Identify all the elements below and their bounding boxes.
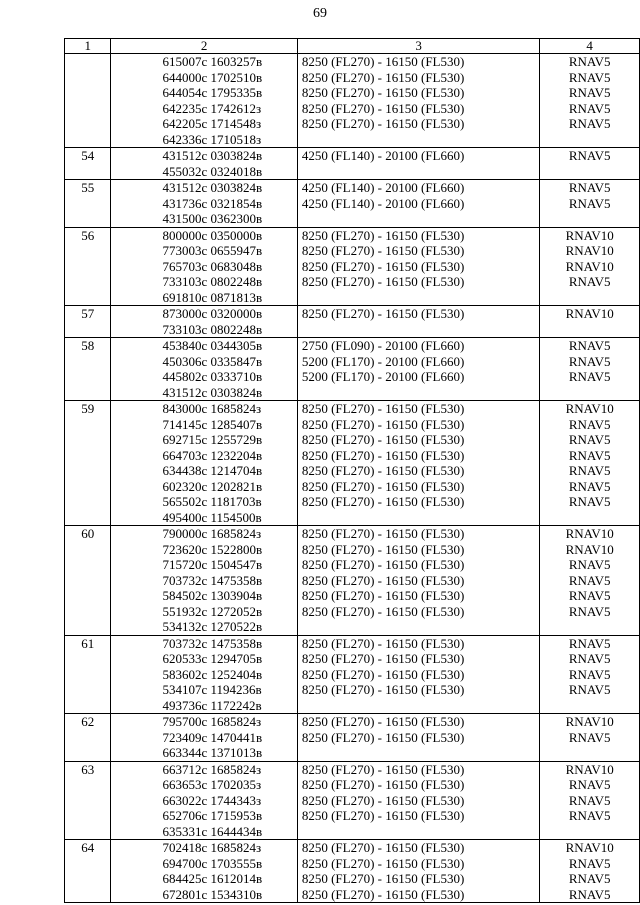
navigation-spec: RNAV10 [565, 227, 614, 243]
point-coordinates: 602320с 1202821в [162, 478, 263, 494]
flight-level-range: 8250 (FL270) - 16150 (FL530) [301, 274, 465, 289]
navigation-spec: RNAV5 [568, 353, 611, 369]
navigation-spec: RNAV10 [565, 761, 614, 777]
flight-level-range: 8250 (FL270) - 16150 (FL530) [301, 494, 465, 509]
levels-cell [297, 338, 539, 401]
flight-level-range: 8250 (FL270) - 16150 (FL530) [301, 855, 465, 871]
route-table [64, 38, 640, 903]
flight-level-range: 8250 (FL270) - 16150 (FL530) [301, 666, 465, 682]
route-number [65, 54, 110, 70]
flight-level-range: 4250 (FL140) - 20100 (FL660) [301, 148, 465, 163]
header-col-3: 3 [297, 39, 539, 54]
point-coordinates: 453840с 0344305в [162, 338, 263, 353]
spec-cell [540, 148, 640, 180]
point-coordinates: 431736с 0321854в [162, 195, 263, 211]
point-coordinates: 703732с 1475358в [162, 572, 263, 588]
table-row [65, 180, 640, 228]
navigation-spec: RNAV5 [568, 635, 611, 651]
flight-level-range: 8250 (FL270) - 16150 (FL530) [301, 557, 465, 572]
navigation-spec: RNAV5 [568, 651, 611, 666]
point-coordinates: 843000с 1685824з [162, 401, 262, 416]
point-coordinates: 634438с 1214704в [162, 463, 263, 478]
points-cell [111, 840, 297, 903]
point-coordinates: 551932с 1272052в [162, 603, 263, 619]
navigation-spec: RNAV10 [565, 714, 614, 729]
point-coordinates: 765703с 0683048в [162, 258, 263, 274]
levels-cell [297, 227, 539, 306]
table-row [65, 714, 640, 762]
point-coordinates: 733103с 0802248в [162, 321, 263, 337]
flight-level-range: 8250 (FL270) - 16150 (FL530) [301, 227, 465, 243]
levels-cell [297, 714, 539, 762]
navigation-spec: RNAV5 [568, 792, 611, 808]
points-cell [111, 635, 297, 714]
point-coordinates: 445802с 0333710в [162, 369, 263, 384]
points-cell [111, 338, 297, 401]
spec-cell [540, 338, 640, 401]
table-row [65, 526, 640, 636]
point-coordinates: 652706с 1715953в [162, 808, 263, 823]
navigation-spec: RNAV10 [565, 541, 614, 557]
navigation-spec: RNAV5 [568, 416, 611, 432]
flight-level-range: 8250 (FL270) - 16150 (FL530) [301, 792, 465, 808]
flight-level-range: 5200 (FL170) - 20100 (FL660) [301, 353, 465, 369]
point-coordinates: 642235с 1742612з [162, 100, 262, 116]
route-number-cell [65, 180, 111, 228]
flight-level-range: 8250 (FL270) - 16150 (FL530) [301, 729, 465, 745]
navigation-spec: RNAV5 [568, 69, 611, 85]
levels-cell [297, 526, 539, 636]
points-cell [111, 306, 297, 338]
levels-cell [297, 401, 539, 526]
point-coordinates: 583602с 1252404в [162, 666, 263, 682]
point-coordinates: 565502с 1181703в [162, 494, 262, 509]
spec-cell [540, 227, 640, 306]
route-number: 59 [81, 401, 95, 416]
flight-level-range: 8250 (FL270) - 16150 (FL530) [301, 243, 465, 258]
flight-level-range: 4250 (FL140) - 20100 (FL660) [301, 180, 465, 195]
point-coordinates: 534107с 1194236в [162, 682, 262, 697]
navigation-spec: RNAV5 [568, 855, 611, 871]
spec-cell [540, 714, 640, 762]
route-number-cell [65, 227, 111, 306]
navigation-spec: RNAV5 [568, 808, 611, 823]
flight-level-range: 8250 (FL270) - 16150 (FL530) [301, 808, 465, 823]
navigation-spec: RNAV5 [568, 54, 611, 69]
points-cell [111, 761, 297, 840]
point-coordinates: 715720с 1504547в [162, 557, 263, 572]
navigation-spec: RNAV10 [565, 243, 614, 258]
navigation-spec: RNAV5 [568, 729, 611, 745]
flight-level-range: 8250 (FL270) - 16150 (FL530) [301, 54, 465, 69]
spec-cell [540, 306, 640, 338]
point-coordinates: 773003с 0655947в [162, 243, 263, 258]
flight-level-range: 8250 (FL270) - 16150 (FL530) [301, 447, 465, 463]
route-number-cell [65, 840, 111, 903]
table-row [65, 635, 640, 714]
flight-level-range: 8250 (FL270) - 16150 (FL530) [301, 635, 465, 651]
navigation-spec: RNAV5 [568, 588, 611, 603]
points-cell [111, 148, 297, 180]
navigation-spec: RNAV10 [565, 840, 614, 855]
spec-cell [540, 180, 640, 228]
route-number-cell [65, 54, 111, 148]
levels-cell [297, 180, 539, 228]
point-coordinates: 644054с 1795335в [162, 85, 263, 100]
point-coordinates: 431500с 0362300в [162, 211, 263, 226]
spec-cell [540, 526, 640, 636]
point-coordinates: 684425с 1612014в [162, 871, 263, 886]
navigation-spec: RNAV5 [568, 432, 611, 447]
navigation-spec: RNAV5 [568, 274, 611, 289]
flight-level-range: 8250 (FL270) - 16150 (FL530) [301, 85, 465, 100]
table-row [65, 761, 640, 840]
flight-level-range: 8250 (FL270) - 16150 (FL530) [301, 651, 465, 666]
levels-cell [297, 148, 539, 180]
flight-level-range: 8250 (FL270) - 16150 (FL530) [301, 526, 465, 541]
flight-level-range: 8250 (FL270) - 16150 (FL530) [301, 306, 465, 321]
point-coordinates: 873000с 0320000в [162, 306, 263, 321]
route-number: 61 [81, 635, 95, 651]
navigation-spec: RNAV5 [568, 100, 611, 116]
flight-level-range: 8250 (FL270) - 16150 (FL530) [301, 463, 465, 478]
route-number: 62 [81, 714, 95, 729]
point-coordinates: 694700с 1703555в [162, 855, 263, 871]
point-coordinates: 663022с 1744343з [162, 792, 262, 808]
point-coordinates: 450306с 0335847в [162, 353, 263, 369]
flight-level-range: 8250 (FL270) - 16150 (FL530) [301, 541, 465, 557]
flight-level-range: 5200 (FL170) - 20100 (FL660) [301, 369, 465, 384]
flight-level-range: 8250 (FL270) - 16150 (FL530) [301, 401, 465, 416]
spec-cell [540, 761, 640, 840]
table-row [65, 401, 640, 526]
flight-level-range: 8250 (FL270) - 16150 (FL530) [301, 886, 465, 902]
points-cell [111, 227, 297, 306]
table-row [65, 54, 640, 148]
flight-level-range: 4250 (FL140) - 20100 (FL660) [301, 195, 465, 211]
spec-cell [540, 401, 640, 526]
point-coordinates: 635331с 1644434в [162, 823, 263, 839]
route-number-cell [65, 338, 111, 401]
route-number-cell [65, 401, 111, 526]
page-number: 69 [313, 6, 327, 21]
point-coordinates: 620533с 1294705в [162, 651, 263, 666]
route-number: 54 [81, 148, 95, 163]
point-coordinates: 455032с 0324018в [162, 163, 263, 179]
point-coordinates: 663653с 1702035з [162, 777, 262, 792]
point-coordinates: 493736с 1172242в [162, 697, 262, 713]
navigation-spec: RNAV5 [568, 195, 611, 211]
points-cell [111, 526, 297, 636]
point-coordinates: 431512с 0303824в [162, 384, 263, 400]
flight-level-range: 8250 (FL270) - 16150 (FL530) [301, 478, 465, 494]
navigation-spec: RNAV5 [568, 447, 611, 463]
table-row [65, 338, 640, 401]
flight-level-range: 8250 (FL270) - 16150 (FL530) [301, 588, 465, 603]
header-col-2: 2 [111, 39, 297, 54]
table-row [65, 148, 640, 180]
flight-level-range: 8250 (FL270) - 16150 (FL530) [301, 682, 465, 697]
navigation-spec: RNAV5 [568, 777, 611, 792]
navigation-spec: RNAV5 [568, 85, 611, 100]
route-number-cell [65, 148, 111, 180]
point-coordinates: 642336с 1710518з [162, 131, 262, 147]
point-coordinates: 733103с 0802248в [162, 274, 263, 289]
points-cell [111, 714, 297, 762]
navigation-spec: RNAV5 [568, 682, 611, 697]
route-number-cell [65, 761, 111, 840]
point-coordinates: 431512с 0303824в [162, 148, 263, 163]
point-coordinates: 795700с 1685824з [162, 714, 262, 729]
spec-cell [540, 840, 640, 903]
navigation-spec: RNAV5 [568, 180, 611, 195]
point-coordinates: 723409с 1470441в [162, 729, 263, 745]
flight-level-range: 8250 (FL270) - 16150 (FL530) [301, 100, 465, 116]
flight-level-range: 8250 (FL270) - 16150 (FL530) [301, 416, 465, 432]
point-coordinates: 790000с 1685824з [162, 526, 262, 541]
point-coordinates: 584502с 1303904в [162, 588, 263, 603]
navigation-spec: RNAV5 [568, 148, 611, 163]
table-row [65, 227, 640, 306]
navigation-spec: RNAV5 [568, 478, 611, 494]
point-coordinates: 672801с 1534310в [162, 886, 263, 902]
flight-level-range: 8250 (FL270) - 16150 (FL530) [301, 603, 465, 619]
levels-cell [297, 635, 539, 714]
flight-level-range: 8250 (FL270) - 16150 (FL530) [301, 258, 465, 274]
flight-level-range: 8250 (FL270) - 16150 (FL530) [301, 714, 465, 729]
navigation-spec: RNAV5 [568, 557, 611, 572]
route-number: 55 [81, 180, 95, 195]
navigation-spec: RNAV10 [565, 401, 614, 416]
spec-cell [540, 635, 640, 714]
route-number: 56 [81, 227, 95, 243]
point-coordinates: 702418с 1685824з [162, 840, 262, 855]
point-coordinates: 431512с 0303824в [162, 180, 263, 195]
point-coordinates: 495400с 1154500в [162, 509, 262, 525]
flight-level-range: 8250 (FL270) - 16150 (FL530) [301, 432, 465, 447]
point-coordinates: 723620с 1522800в [162, 541, 263, 557]
navigation-spec: RNAV5 [568, 463, 611, 478]
navigation-spec: RNAV5 [568, 338, 611, 353]
point-coordinates: 644000с 1702510в [162, 69, 263, 85]
flight-level-range: 8250 (FL270) - 16150 (FL530) [301, 761, 465, 777]
point-coordinates: 703732с 1475358в [162, 635, 263, 651]
header-col-4: 4 [540, 39, 640, 54]
flight-level-range: 8250 (FL270) - 16150 (FL530) [301, 777, 465, 792]
levels-cell [297, 840, 539, 903]
navigation-spec: RNAV5 [568, 572, 611, 588]
spec-cell [540, 54, 640, 148]
flight-level-range: 8250 (FL270) - 16150 (FL530) [301, 116, 465, 131]
point-coordinates: 615007с 1603257в [162, 54, 263, 69]
route-number: 57 [81, 306, 95, 321]
points-cell [111, 401, 297, 526]
navigation-spec: RNAV10 [565, 526, 614, 541]
route-number: 58 [81, 338, 95, 353]
table-row [65, 306, 640, 338]
flight-level-range: 8250 (FL270) - 16150 (FL530) [301, 572, 465, 588]
point-coordinates: 691810с 0871813в [162, 289, 263, 305]
route-number: 64 [81, 840, 95, 855]
point-coordinates: 692715с 1255729в [162, 432, 263, 447]
navigation-spec: RNAV5 [568, 116, 611, 131]
navigation-spec: RNAV5 [568, 369, 611, 384]
route-number-cell [65, 526, 111, 636]
flight-level-range: 8250 (FL270) - 16150 (FL530) [301, 840, 465, 855]
levels-cell [297, 306, 539, 338]
flight-level-range: 8250 (FL270) - 16150 (FL530) [301, 871, 465, 886]
levels-cell [297, 54, 539, 148]
navigation-spec: RNAV5 [568, 886, 611, 902]
table-row [65, 840, 640, 903]
navigation-spec: RNAV10 [565, 258, 614, 274]
points-cell [111, 180, 297, 228]
route-number-cell [65, 635, 111, 714]
header-col-1: 1 [65, 39, 111, 54]
navigation-spec: RNAV5 [568, 666, 611, 682]
levels-cell [297, 761, 539, 840]
point-coordinates: 800000с 0350000в [162, 227, 263, 243]
navigation-spec: RNAV5 [568, 494, 611, 509]
route-number: 63 [81, 761, 95, 777]
flight-level-range: 2750 (FL090) - 20100 (FL660) [301, 338, 465, 353]
navigation-spec: RNAV5 [568, 871, 611, 886]
route-number-cell [65, 714, 111, 762]
navigation-spec: RNAV10 [565, 306, 614, 321]
point-coordinates: 663712с 1685824з [162, 761, 262, 777]
flight-level-range: 8250 (FL270) - 16150 (FL530) [301, 69, 465, 85]
point-coordinates: 534132с 1270522в [162, 619, 263, 634]
points-cell [111, 54, 297, 148]
point-coordinates: 663344с 1371013в [162, 745, 263, 760]
route-number: 60 [81, 526, 95, 541]
route-number-cell [65, 306, 111, 338]
point-coordinates: 664703с 1232204в [162, 447, 263, 463]
navigation-spec: RNAV5 [568, 603, 611, 619]
table-header-row [65, 39, 640, 54]
point-coordinates: 714145с 1285407в [162, 416, 263, 432]
point-coordinates: 642205с 1714548з [162, 116, 262, 131]
